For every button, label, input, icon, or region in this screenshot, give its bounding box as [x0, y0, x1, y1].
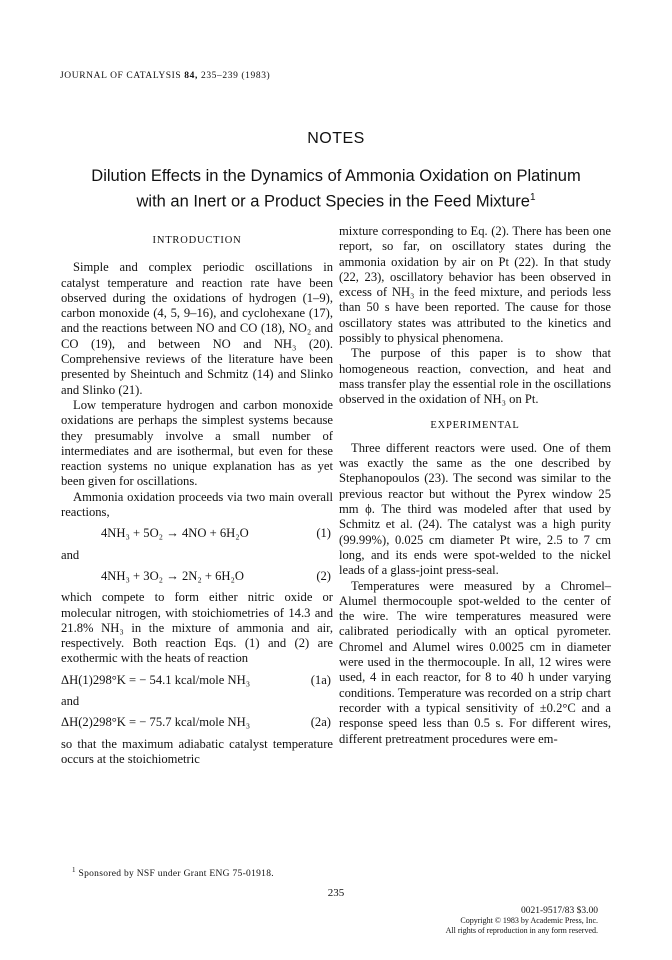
- and-connector-2: and: [61, 694, 80, 709]
- intro-paragraph-7: The purpose of this paper is to show that homogeneous reaction, convection, and heat and mass transfer play the essential role in the oscillations observed in the oxidation of NH₃ on Pt.: [339, 346, 611, 407]
- rights-line: All rights of reproduction in any form reserved.: [445, 926, 598, 935]
- title-line-1: Dilution Effects in the Dynamics of Ammonia Oxidation on Platinum: [91, 167, 581, 185]
- running-header: [60, 71, 270, 81]
- intro-paragraph-6: mixture corresponding to Eq. (2). There has been one report, so far, on oscillatory states during the ammonia oxidation by air on Pt (22). In that study (22, 23), oscillatory behavior has been observed in excess of NH₃ in the feed mixture, and periods less than 50 s have been reported. The cause for those oscillatory states was attributed to the kinetics and possibly to physical phenomena.: [339, 224, 611, 346]
- journal-volume: 84,: [184, 71, 198, 81]
- section-label: NOTES: [307, 130, 365, 147]
- equation-1: 4NH₃ + 5O₂ → 4NO + 6H₂O (1): [101, 526, 331, 541]
- copyright-line: Copyright © 1983 by Academic Press, Inc.: [460, 916, 598, 925]
- left-column: [61, 224, 333, 767]
- footnote-mark: 1: [72, 866, 76, 874]
- equation-2: 4NH₃ + 3O₂ → 2N₂ + 6H₂O (2): [101, 568, 331, 583]
- title-line-2: with an Inert or a Product Species in the Feed Mixture$^1$: [136, 192, 536, 211]
- intro-paragraph-2: Low temperature hydrogen and carbon monoxide oxidations are perhaps the simplest systems because they presumably involve a small number of intermediates and are isothermal, but even for these reaction systems no unique explanation has as yet been given for oscillations.: [61, 397, 333, 489]
- article-code: 0021-9517/83 $3.00: [520, 906, 598, 916]
- equation-1a: ΔH(1)298°K = − 54.1 kcal/mole NH₃ (1a): [61, 672, 331, 687]
- copyright-block: [446, 906, 598, 936]
- page-number: 235: [327, 887, 345, 899]
- journal-name: JOURNAL OF CATALYSIS: [60, 71, 182, 81]
- experimental-paragraph-2: Temperatures were measured by a Chromel–Alumel thermocouple spot-welded to the center of the wire. The wire temperatures measured were calibrated periodically with an optical pyrometer. Chromel and Alumel wires 0.0025 cm in diameter were used in the thermocouple. In all, 12 wires were used, 4 in each reactor, for 8 to 40 h under varying conditions. Temperature was recorded on a strip chart recorder with a typical sensitivity of ±0.2°C and a response speed less than 0.5 s. For different wires, different pretreatment procedures were em-: [339, 578, 611, 746]
- and-connector-1: and: [61, 547, 80, 562]
- intro-paragraph-4: which compete to form either nitric oxide or molecular nitrogen, with stoichiometries of 14.3 and 21.8% NH₃ in the mixture of ammonia and air, respectively. Both reaction Eqs. (1) and (2) are exothermic with the heats of reaction: [61, 590, 333, 666]
- equation-2a: ΔH(2)298°K = − 75.7 kcal/mole NH₃ (2a): [61, 715, 331, 730]
- right-column: [339, 224, 611, 747]
- intro-paragraph-1: Simple and complex periodic oscillations in catalyst temperature and reaction rate have been observed during the oxidations of hydrogen (1–9), carbon monoxide (4, 5, 9–16), and cyclohexane (17), and the reactions between NO and CO (18), NO₂ and CO (19), and between NO and NH₃ (20). Comprehensive reviews of the literature have been presented by Sheintuch and Schmitz (14) and Slinko and Slinko (21).: [61, 260, 333, 397]
- intro-paragraph-5: so that the maximum adiabatic catalyst temperature occurs at the stoichiometric: [61, 736, 333, 766]
- introduction-heading: INTRODUCTION: [152, 235, 242, 246]
- intro-paragraph-3: Ammonia oxidation proceeds via two main overall reactions,: [61, 489, 333, 520]
- footnote: [72, 866, 274, 879]
- journal-pages-year: 235–239 (1983): [200, 71, 271, 81]
- footnote-text: Sponsored by NSF under Grant ENG 75-01918.: [78, 869, 274, 880]
- title-footnote-mark: 1: [529, 192, 536, 203]
- experimental-paragraph-1: Three different reactors were used. One of them was exactly the same as the one described by Stephanopoulos (23). The second was similar to the previous reactor but without the Pyrex window 25 mm ϕ. The third was modeled after that used by Schmitz et al. (24). The catalyst was a high purity (99.99%), 0.025 cm diameter Pt wire, 2.5 to 7 cm long, and its ends were spot-welded to the nickel leads of a glass-joint press-seal.: [339, 440, 611, 578]
- article-title: [40, 165, 632, 213]
- experimental-heading: EXPERIMENTAL: [430, 419, 520, 431]
